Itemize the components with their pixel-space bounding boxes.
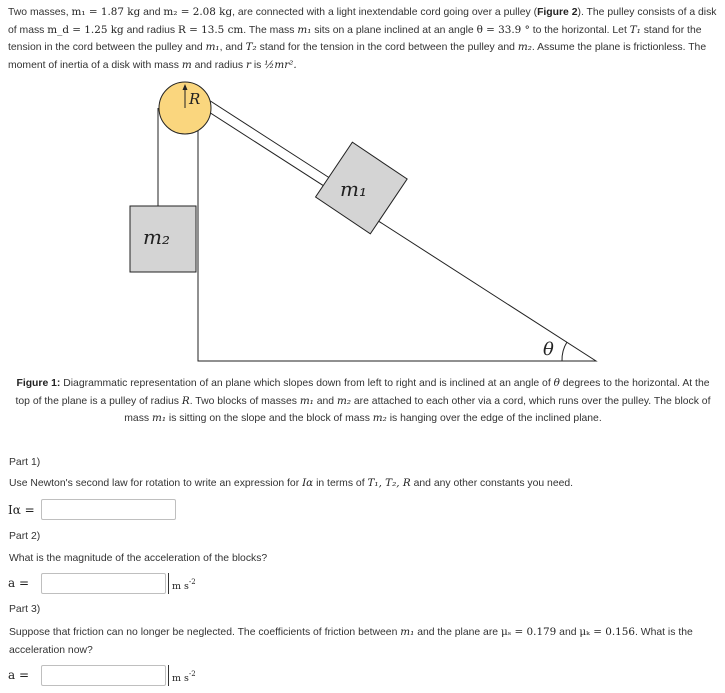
part3-unit xyxy=(168,665,196,686)
caption-text: Diagrammatic representation of an plane which slopes down from left to right and is inclined at an angle of xyxy=(60,378,551,389)
part1-answer-input[interactable] xyxy=(41,499,176,520)
m-symbol: m xyxy=(181,58,192,71)
problem-text: . Assume the plane is frictionless. The moment of inertia of a disk with mass xyxy=(8,42,707,71)
unit-base: m s xyxy=(172,673,189,684)
m2-symbol: m₂ xyxy=(372,412,387,424)
md-value: m_d = 1.25 kg xyxy=(47,23,124,36)
problem-text: is xyxy=(253,59,262,71)
caption-text: . Two blocks of masses xyxy=(189,395,297,407)
part2-question: What is the magnitude of the acceleration of the blocks? xyxy=(9,553,268,564)
part1-answer-label: Iα = xyxy=(8,503,35,517)
unit-exponent: -2 xyxy=(188,670,196,678)
caption-prefix: Figure 1: xyxy=(16,378,61,389)
problem-text: and radius xyxy=(126,24,176,36)
r-symbol: R xyxy=(181,394,190,407)
problem-text: ). The pulley consists of a disk of mass xyxy=(8,7,717,36)
problem-text: , are connected with a light inextendable cord going over a pulley ( xyxy=(232,7,538,18)
part2-answer-label: a = xyxy=(8,576,30,590)
question-text: in terms of xyxy=(316,478,365,489)
m2-symbol: m₂ xyxy=(517,41,532,53)
block-m1-label: m₁ xyxy=(340,177,367,201)
block-m2-label: m₂ xyxy=(143,225,170,249)
part2-unit xyxy=(168,573,196,594)
ialpha-symbol: Iα xyxy=(302,477,314,489)
problem-text: , and xyxy=(219,42,243,53)
problem-text: and radius xyxy=(194,59,244,71)
problem-text: sits on a plane inclined at an angle xyxy=(314,24,474,36)
mu-static-value: μₛ = 0.179 xyxy=(500,626,557,638)
m1-symbol: m₁ xyxy=(151,412,167,424)
problem-text: Two masses, xyxy=(8,7,69,18)
part3-title: Part 3) xyxy=(9,604,41,615)
angle-arc xyxy=(562,342,567,361)
part3-answer-input[interactable] xyxy=(41,665,166,686)
m1-symbol: m₁ xyxy=(205,41,220,53)
question-text: . What is the acceleration now? xyxy=(9,627,693,656)
question-text: and xyxy=(559,627,577,638)
question-text: and any other constants you need. xyxy=(413,478,574,489)
problem-text: . The mass xyxy=(243,24,295,36)
inclined-plane xyxy=(198,105,596,361)
variables-list: T₁, T₂, R xyxy=(367,477,411,489)
problem-text: stand for the tension in the cord between the pulley and xyxy=(8,24,702,53)
part3-answer-label: a = xyxy=(8,668,30,682)
m1-symbol: m₁ xyxy=(400,626,415,638)
caption-text: degrees to the horizontal. At the top of the plane is a pulley of radius xyxy=(15,378,710,407)
r-symbol: r xyxy=(246,58,251,71)
part2-answer-input[interactable] xyxy=(41,573,166,594)
theta-value: θ = 33.9 ° xyxy=(476,23,530,36)
radius-value: R = 13.5 cm xyxy=(178,23,244,36)
inertia-formula: ½mr². xyxy=(264,58,297,71)
problem-text: and xyxy=(143,7,161,18)
m1-symbol: m₁ xyxy=(299,394,314,407)
m1-value: m₁ = 1.87 kg xyxy=(71,6,141,18)
question-text: Use Newton's second law for rotation to write an expression for xyxy=(9,478,300,489)
pulley-label: R xyxy=(189,90,201,108)
part2-title: Part 2) xyxy=(9,531,41,542)
t1-symbol: T₁ xyxy=(629,23,641,36)
caption-text: are attached to each other via a cord, which runs over the pulley. The block of mass xyxy=(124,395,711,424)
part1-title: Part 1) xyxy=(9,457,41,468)
caption-text: is hanging over the edge of the inclined plane. xyxy=(389,413,602,424)
part1-question xyxy=(9,475,715,493)
t2-symbol: T₂ xyxy=(245,41,257,53)
figure-caption xyxy=(10,375,716,428)
part3-question xyxy=(9,624,715,659)
unit-exponent: -2 xyxy=(188,578,196,586)
unit-base: m s xyxy=(172,581,189,592)
problem-text: to the horizontal. Let xyxy=(532,24,627,36)
angle-label: θ xyxy=(543,339,554,360)
caption-text: is sitting on the slope and the block of mass xyxy=(168,413,370,424)
theta-symbol: θ xyxy=(553,377,560,389)
m2-symbol: m₂ xyxy=(336,394,352,407)
mu-kinetic-value: μₖ = 0.156 xyxy=(579,626,636,638)
problem-text: stand for the tension in the cord between the pulley and xyxy=(259,42,515,53)
question-text: and the plane are xyxy=(417,627,499,638)
m1-symbol: m₁ xyxy=(297,23,312,36)
caption-text: and xyxy=(316,395,335,407)
figure-reference: Figure 2 xyxy=(537,7,578,18)
m2-value: m₂ = 2.08 kg xyxy=(163,6,233,18)
question-text: Suppose that friction can no longer be neglected. The coefficients of friction between xyxy=(9,627,398,638)
